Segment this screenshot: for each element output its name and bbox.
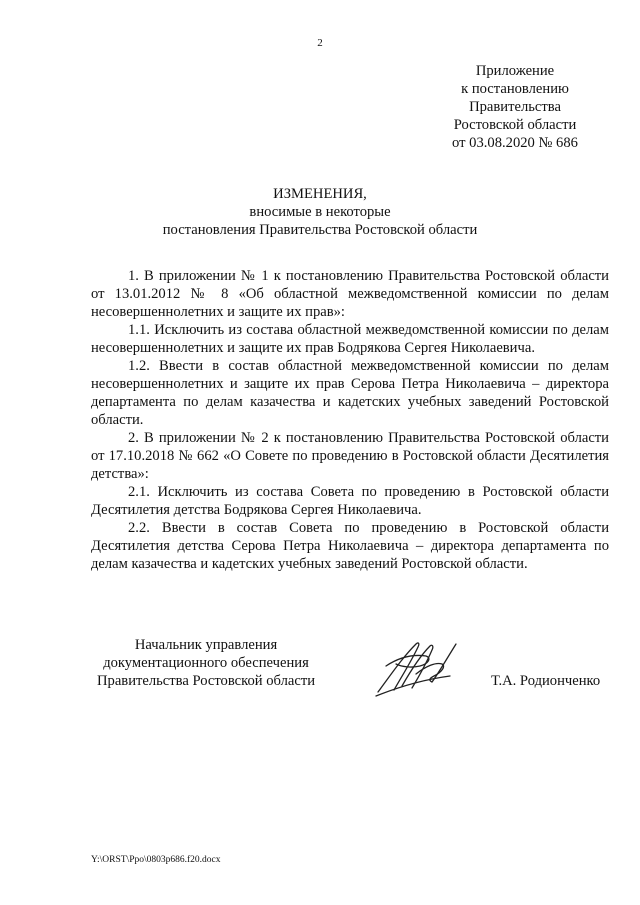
document-title: [0, 185, 640, 239]
appendix-line: Ростовской области: [453, 117, 577, 133]
document-body: [91, 267, 609, 573]
paragraph-1-1: 1.1. Исключить из состава областной межведомственной комиссии по делам несовершеннолетних и защите их прав Бодрякова Сергея Николаевича.: [91, 322, 609, 356]
title-heading: ИЗМЕНЕНИЯ,: [273, 186, 367, 202]
paragraph-2: 2. В приложении № 2 к постановлению Правительства Ростовской области от 17.10.2018 № 662 «О Совете по проведению в Ростовской области Десятилетия детства»:: [91, 430, 609, 482]
signer-title-line: Начальник управления: [134, 637, 278, 653]
title-subline: постановления Правительства Ростовской области: [162, 222, 478, 238]
appendix-line: Правительства: [469, 99, 561, 115]
appendix-line: от 03.08.2020 № 686: [452, 135, 578, 151]
signer-name: Т.А. Родионченко: [491, 673, 601, 689]
appendix-line: Приложение: [475, 63, 555, 79]
appendix-line: к постановлению: [461, 81, 569, 97]
appendix-block: [440, 62, 590, 152]
paragraph-2-2: 2.2. Ввести в состав Совета по проведению в Ростовской области Десятилетия детства Серова Петра Николаевича – директора департамента по делам казачества и кадетских учебных заведений Ростовской области.: [91, 520, 609, 572]
paragraph-1-2: 1.2. Ввести в состав областной межведомственной комиссии по делам несовершеннолетних и защите их прав Серова Петра Николаевича – директора департамента по делам казачества и кадетских учебных заведений Ростовской области.: [91, 358, 609, 428]
signer-title-line: документационного обеспечения: [103, 655, 309, 671]
file-path: Y:\ORST\Ppo\0803p686.f20.docx: [91, 855, 221, 865]
signer-title: [81, 636, 331, 690]
paragraph-1: 1. В приложении № 1 к постановлению Правительства Ростовской области от 13.01.2012 № 8 «Об областной межведомственной комиссии по делам несовершеннолетних и защите их прав»:: [91, 268, 609, 320]
title-subline: вносимые в некоторые: [249, 204, 391, 220]
paragraph-2-1: 2.1. Исключить из состава Совета по проведению в Ростовской области Десятилетия детства Бодрякова Сергея Николаевича.: [91, 484, 609, 518]
page-number: 2: [317, 37, 323, 49]
signer-title-line: Правительства Ростовской области: [96, 673, 316, 689]
handwritten-signature: [372, 636, 464, 698]
